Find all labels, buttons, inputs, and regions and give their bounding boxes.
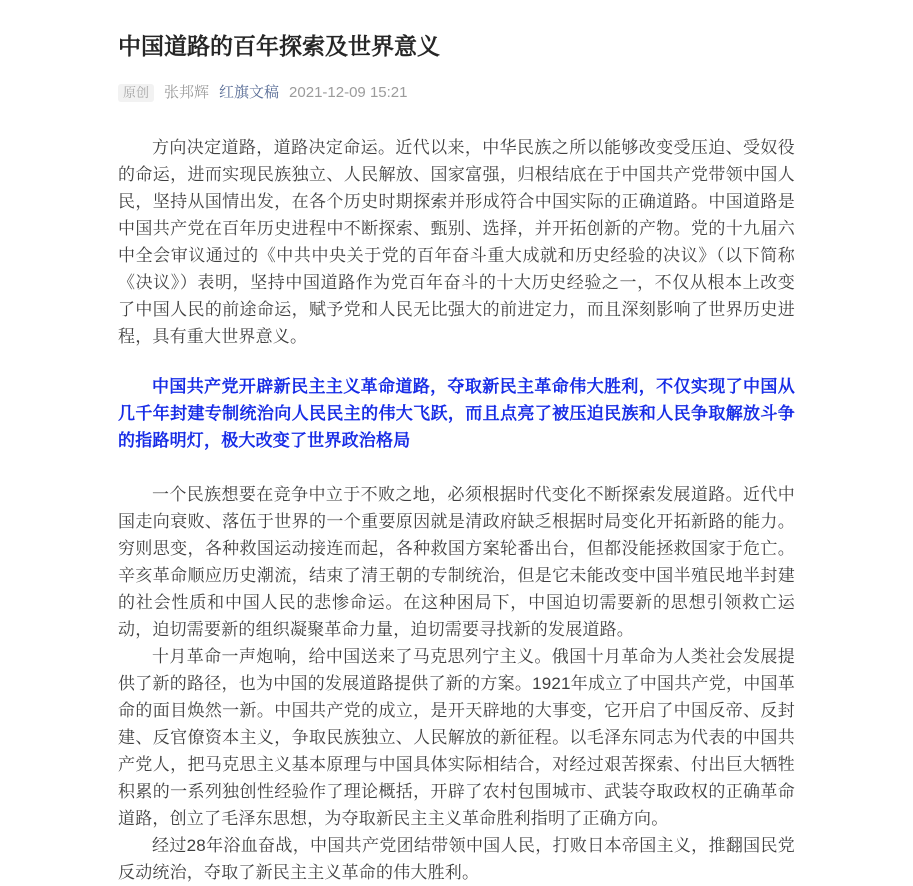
section-heading: 中国共产党开辟新民主主义革命道路，夺取新民主革命伟大胜利，不仅实现了中国从几千年封建专制统治向人民民主的伟大飞跃，而且点亮了被压迫民族和人民争取解放斗争的指路明灯，极大改变了世界政治格局 <box>118 377 795 451</box>
author-name: 张邦辉 <box>164 84 210 102</box>
article-title: 中国道路的百年探索及世界意义 <box>118 33 440 59</box>
original-badge: 原创 <box>118 84 154 102</box>
article-page <box>118 0 795 886</box>
paragraph-intro: 方向决定道路，道路决定命运。近代以来，中华民族之所以能够改变受压迫、受奴役的命运，进而实现民族独立、人民解放、国家富强，归根结底在于中国共产党带领中国人民，坚持从国情出发，在各个历史时期探索并形成符合中国实际的正确道路。中国道路是中国共产党在百年历史进程中不断探索、甄别、选择，并开拓创新的产物。党的十九届六中全会审议通过的《中共中央关于党的百年奋斗重大成就和历史经验的决议》（以下简称《决议》）表明，坚持中国道路作为党百年奋斗的十大历史经验之一，不仅从根本上改变了中国人民的前途命运，赋予党和人民无比强大的前进定力，而且深刻影响了世界历史进程，具有重大世界意义。 <box>118 138 795 347</box>
publish-datetime: 2021-12-09 15:21 <box>289 84 408 102</box>
paragraph-october-revolution: 十月革命一声炮响，给中国送来了马克思列宁主义。俄国十月革命为人类社会发展提供了新的路径，也为中国的发展道路提供了新的方案。1921年成立了中国共产党，中国革命的面目焕然一新。中国共产党的成立，是开天辟地的大事变，它开启了中国反帝、反封建、反官僚资本主义，争取民族独立、人民解放的新征程。以毛泽东同志为代表的中国共产党人，把马克思主义基本原理与中国具体实际相结合，对经过艰苦探索、付出巨大牺牲积累的一系列独创性经验作了理论概括，开辟了农村包围城市、武装夺取政权的正确革命道路，创立了毛泽东思想，为夺取新民主主义革命胜利指明了正确方向。 <box>118 647 795 829</box>
article-body <box>118 134 795 886</box>
paragraph-clipped-bottom: 经过28年浴血奋战，中国共产党团结带领中国人民，打败日本帝国主义，推翻国民党反动统治，夺取了新民主主义革命的伟大胜利。 <box>118 836 795 883</box>
article-meta <box>118 82 795 103</box>
paragraph-national-exploration: 一个民族想要在竞争中立于不败之地，必须根据时代变化不断探索发展道路。近代中国走向衰败、落伍于世界的一个重要原因就是清政府缺乏根据时局变化开拓新路的能力。穷则思变，各种救国运动接连而起，各种救国方案轮番出台，但都没能拯救国家于危亡。辛亥革命顺应历史潮流，结束了清王朝的专制统治，但是它未能改变中国半殖民地半封建的社会性质和中国人民的悲惨命运。在这种困局下，中国迫切需要新的思想引领救亡运动，迫切需要新的组织凝聚革命力量，迫切需要寻找新的发展道路。 <box>118 485 795 640</box>
account-name-link[interactable]: 红旗文稿 <box>219 84 280 102</box>
